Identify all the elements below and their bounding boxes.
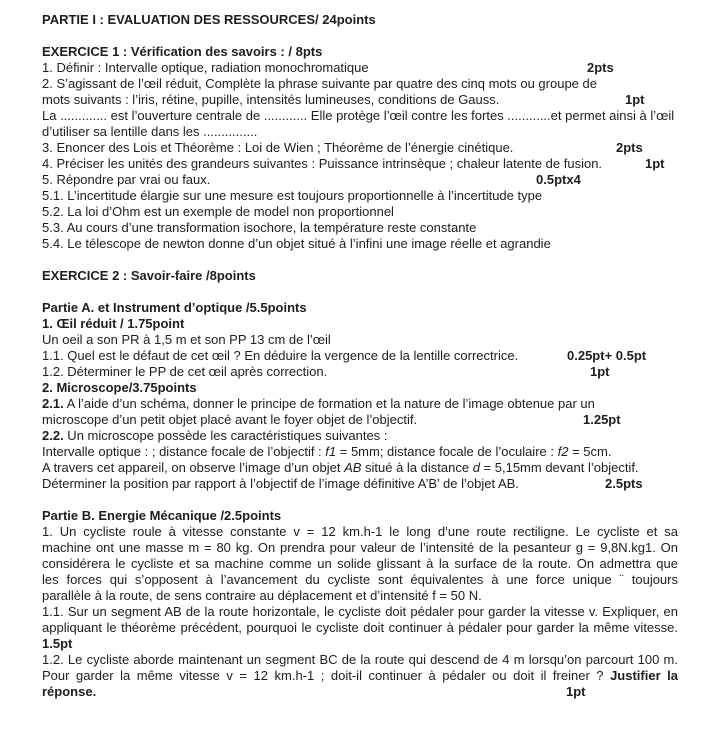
- line-segment: EXERCICE 1 : Vérification des savoirs : / 8pts: [42, 44, 323, 59]
- line-text: [42, 332, 331, 348]
- line-segment: parallèle à la route, de sens contraire au déplacement et d’intensité f = 50 N.: [42, 588, 482, 603]
- line-text: [42, 444, 611, 460]
- line-segment: d’utiliser sa lentille dans les ...............: [42, 124, 258, 139]
- line-text: [42, 684, 96, 700]
- line-segment: situé à la distance: [361, 460, 473, 475]
- line-text: [42, 236, 551, 252]
- line-segment: 2.2.: [42, 428, 64, 443]
- points-label: 1pt: [566, 684, 586, 699]
- line-text: [42, 156, 602, 172]
- text-line: [42, 44, 678, 60]
- line-text: [42, 124, 257, 140]
- line-segment: 2. Microscope/3.75points: [42, 380, 197, 395]
- text-line: [42, 636, 678, 652]
- line-text: [42, 220, 476, 236]
- line-text: [42, 556, 678, 572]
- text-line: [42, 572, 678, 588]
- text-line: [42, 316, 678, 332]
- document-content: [42, 12, 678, 700]
- text-line: [42, 348, 678, 364]
- blank-line: [42, 284, 678, 300]
- line-segment: f2: [557, 444, 569, 459]
- line-segment: Un oeil a son PR à 1,5 m et son PP 13 cm de l’œil: [42, 332, 331, 347]
- line-text: [42, 380, 197, 396]
- points-label: 0.25pt+ 0.5pt: [567, 348, 647, 363]
- text-line: [42, 620, 678, 636]
- line-segment: les forces qui s’opposent à l’avancement du cycliste sont équivalentes à une force unique ¨ toujours: [42, 572, 678, 587]
- line-text: [42, 140, 513, 156]
- line-text: [42, 588, 482, 604]
- text-line: [42, 204, 678, 220]
- points-label: 1.25pt: [583, 412, 621, 427]
- points-label: 1pt: [625, 92, 645, 107]
- line-segment: La ............. est l’ouverture centrale de ............ Elle protège l’œil contre les fortes ............et permet ainsi à l’œil: [42, 108, 675, 123]
- line-text: [42, 412, 417, 428]
- text-line: [42, 444, 678, 460]
- text-line: [42, 108, 678, 124]
- line-text: [42, 668, 678, 684]
- text-line: [42, 236, 678, 252]
- line-segment: 1. Œil réduit / 1.75point: [42, 316, 185, 331]
- text-line: [42, 156, 678, 172]
- line-segment: A l’aide d’un schéma, donner le principe de formation et la nature de l’image obtenue par un: [63, 396, 595, 411]
- text-line: [42, 668, 678, 684]
- points-label: 2pts: [587, 60, 614, 75]
- text-line: [42, 188, 678, 204]
- line-segment: 1.1. Sur un segment AB de la route horizontale, le cycliste doit pédaler pour garder la vitesse v. Expliquer, en: [42, 604, 678, 619]
- line-text: [42, 620, 678, 636]
- line-text: [42, 508, 281, 524]
- line-segment: 5.1. L’incertitude élargie sur une mesure est toujours proportionnelle à l’incertitude type: [42, 188, 543, 203]
- line-segment: 2. S’agissant de l’œil réduit, Complète la phrase suivante par quatre des cinq mots ou groupe de: [42, 76, 597, 91]
- text-line: [42, 476, 678, 492]
- line-segment: 1.2. Déterminer le PP de cet œil après correction.: [42, 364, 328, 379]
- text-line: [42, 12, 678, 28]
- text-line: [42, 508, 678, 524]
- line-text: [42, 204, 394, 220]
- blank-line: [42, 252, 678, 268]
- line-text: [42, 300, 307, 316]
- text-line: [42, 556, 678, 572]
- text-line: [42, 124, 678, 140]
- line-text: [42, 172, 210, 188]
- line-segment: 1. Un cycliste roule à vitesse constante v = 12 km.h-1 le long d’une route rectiligne. Le cycliste et sa: [42, 524, 678, 539]
- points-label: 0.5ptx4: [536, 172, 581, 187]
- text-line: [42, 380, 678, 396]
- line-text: [42, 396, 595, 412]
- text-line: [42, 268, 678, 284]
- line-text: [42, 524, 678, 540]
- line-segment: Intervalle optique : ; distance focale de l’objectif :: [42, 444, 326, 459]
- line-text: [42, 460, 639, 476]
- line-segment: = 5cm.: [568, 444, 612, 459]
- text-line: [42, 396, 678, 412]
- line-segment: Partie B. Energie Mécanique /2.5points: [42, 508, 282, 523]
- line-segment: 1.1. Quel est le défaut de cet œil ? En déduire la vergence de la lentille correctrice.: [42, 348, 519, 363]
- line-segment: d: [472, 460, 480, 475]
- blank-line: [42, 28, 678, 44]
- points-label: 1pt: [645, 156, 665, 171]
- line-text: [42, 652, 678, 668]
- text-line: [42, 220, 678, 236]
- line-segment: Pour garder la même vitesse v = 12 km.h-1 ; doit-il continuer à pédaler ou doit il freiner ?: [42, 668, 611, 683]
- line-text: [42, 364, 327, 380]
- text-line: [42, 60, 678, 76]
- points-label: 2.5pts: [605, 476, 643, 491]
- text-line: [42, 332, 678, 348]
- line-text: [42, 12, 376, 28]
- line-segment: Déterminer la position par rapport à l’objectif de l’image définitive A’B’ de l’objet AB.: [42, 476, 519, 491]
- line-segment: 5.2. La loi d’Ohm est un exemple de model non proportionnel: [42, 204, 394, 219]
- points-label: 1pt: [590, 364, 610, 379]
- line-segment: microscope d’un petit objet placé avant le foyer objet de l’objectif.: [42, 412, 418, 427]
- text-line: [42, 524, 678, 540]
- line-text: [42, 108, 674, 124]
- line-text: [42, 76, 597, 92]
- line-text: [42, 316, 184, 332]
- text-line: [42, 172, 678, 188]
- line-segment: EXERCICE 2 : Savoir-faire /8points: [42, 268, 256, 283]
- blank-line: [42, 492, 678, 508]
- line-segment: 5.3. Au cours d’une transformation isochore, la température reste constante: [42, 220, 477, 235]
- line-text: [42, 428, 387, 444]
- line-text: [42, 348, 518, 364]
- text-line: [42, 652, 678, 668]
- line-segment: = 5mm; distance focale de l’oculaire :: [336, 444, 558, 459]
- line-segment: = 5,15mm devant l’objectif.: [479, 460, 639, 475]
- line-segment: 1.2. Le cycliste aborde maintenant un segment BC de la route qui descend de 4 m lorsqu’on parcourt 100 m.: [42, 652, 678, 667]
- line-text: [42, 188, 542, 204]
- text-line: [42, 540, 678, 556]
- line-segment: 4. Préciser les unités des grandeurs suivantes : Puissance intrinsèque ; chaleur latente de fusion.: [42, 156, 603, 171]
- line-text: [42, 636, 72, 652]
- text-line: [42, 364, 678, 380]
- line-segment: A travers cet appareil, on observe l’image d’un objet: [42, 460, 345, 475]
- text-line: [42, 92, 678, 108]
- points-label: 2pts: [616, 140, 643, 155]
- text-line: [42, 140, 678, 156]
- line-segment: machine ont une masse m = 80 kg. On prendra pour valeur de l’intensité de la pesanteur g = 9,8N.kg1. On: [42, 540, 678, 555]
- line-segment: mots suivants : l’iris, rétine, pupille, intensités lumineuses, conditions de Gauss.: [42, 92, 500, 107]
- text-line: [42, 428, 678, 444]
- line-text: [42, 268, 256, 284]
- text-line: [42, 684, 678, 700]
- line-segment: Un microscope possède les caractéristiques suivantes :: [63, 428, 388, 443]
- line-segment: 3. Enoncer des Lois et Théorème : Loi de Wien ; Théorème de l’énergie cinétique.: [42, 140, 514, 155]
- line-text: [42, 476, 519, 492]
- line-segment: Partie A. et Instrument d’optique /5.5points: [42, 300, 307, 315]
- line-segment: 5. Répondre par vrai ou faux.: [42, 172, 211, 187]
- line-segment: 5.4. Le télescope de newton donne d’un objet situé à l’infini une image réelle et agrandie: [42, 236, 551, 251]
- line-text: [42, 572, 678, 588]
- line-segment: f1: [325, 444, 337, 459]
- line-segment: PARTIE I : EVALUATION DES RESSOURCES/ 24points: [42, 12, 376, 27]
- text-line: [42, 460, 678, 476]
- line-segment: appliquant le théorème précédent, pourquoi le cycliste doit continuer à pédaler pour garder la même vitesse.: [42, 620, 678, 635]
- line-text: [42, 92, 499, 108]
- line-text: [42, 60, 369, 76]
- line-text: [42, 540, 678, 556]
- text-line: [42, 588, 678, 604]
- line-segment: 1.5pt: [42, 636, 73, 651]
- text-line: [42, 300, 678, 316]
- line-segment: Justifier la: [610, 668, 679, 683]
- line-text: [42, 44, 322, 60]
- line-segment: 2.1.: [42, 396, 64, 411]
- text-line: [42, 412, 678, 428]
- line-segment: réponse.: [42, 684, 97, 699]
- line-segment: 1. Définir : Intervalle optique, radiation monochromatique: [42, 60, 369, 75]
- text-line: [42, 604, 678, 620]
- line-text: [42, 604, 678, 620]
- line-segment: AB: [344, 460, 362, 475]
- line-segment: considérera le cycliste et sa machine comme un solide glissant à la surface de la route. On admettra que: [42, 556, 678, 571]
- text-line: [42, 76, 678, 92]
